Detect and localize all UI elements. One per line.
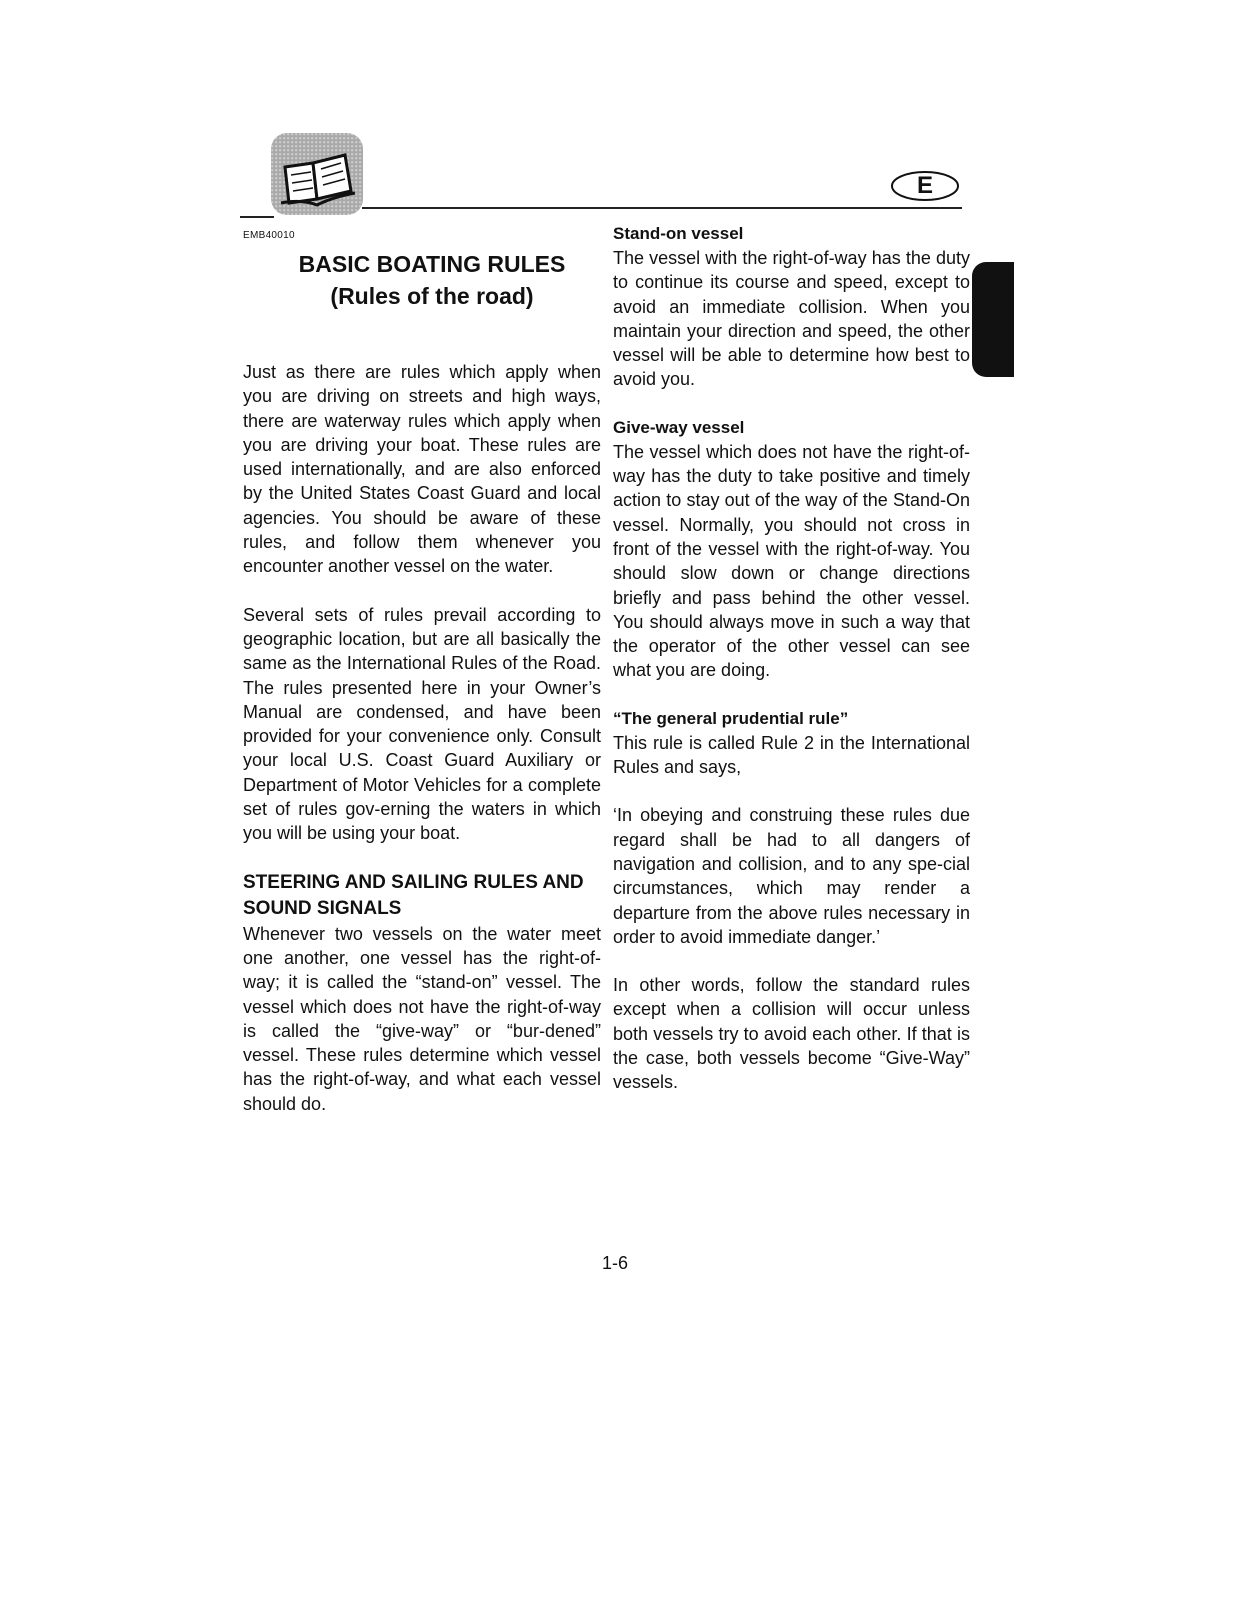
section-paragraph: Whenever two vessels on the water meet one another, one vessel has the right-of-way; it is called the “stand-on” vessel. The vessel which does not have the right-of-way is called the “give-way” or “bur-dened” vessel. These rules determine which vessel has the right-of-way, and what each vessel should do. — [243, 923, 601, 1114]
page-subtitle: (Rules of the road) — [330, 283, 534, 309]
prudential-intro: This rule is called Rule 2 in the International Rules and says, — [613, 732, 970, 778]
page-number: 1-6 — [601, 1253, 628, 1273]
document-code: EMB40010 — [243, 230, 295, 241]
chapter-thumb-tab — [972, 262, 1014, 377]
section-title: STEERING AND SAILING RULES AND SOUND SIGNALS — [243, 871, 584, 919]
prudential-quote: ‘In obeying and construing these rules due regard shall be had to all dangers of navigation and collision, and to any spe-cial circumstances, which may render a departure from the above rules necessary in order to avoid immediate danger.’ — [613, 805, 970, 947]
give-way-heading: Give-way vessel — [613, 417, 745, 437]
open-book-icon — [271, 133, 363, 215]
right-column — [613, 222, 970, 1095]
stand-on-heading: Stand-on vessel — [613, 224, 744, 243]
give-way-paragraph: The vessel which does not have the right-of-way has the duty to take positive and timely action to stay out of the way of the Stand-On vessel. Normally, you should not cross in front of the vessel with the right-of-way. You should slow down or change directions briefly and pass behind the other vessel. You should always move in such a way that the operator of the other vessel can see what you are doing. — [613, 441, 970, 681]
language-badge — [890, 170, 960, 202]
language-badge-label: E — [916, 172, 933, 199]
prudential-summary: In other words, follow the standard rules except when a collision will occur unless both vessels try to avoid each other. If that is the case, both vessels become “Give-Way” vessels. — [613, 975, 970, 1093]
prudential-heading: “The general prudential rule” — [613, 708, 849, 728]
stand-on-paragraph: The vessel with the right-of-way has the duty to continue its course and speed, except to avoid an immediate collision. When you maintain your direction and speed, the other vessel will be able to determine how best to avoid you. — [613, 248, 970, 390]
header-rule — [362, 207, 962, 209]
intro-paragraph: Just as there are rules which apply when you are driving on streets and high ways, there are waterway rules which apply when you are driving your boat. These rules are used internationally, and are also enforced by the United States Coast Guard and local agencies. You should be aware of these rules, and follow them whenever you encounter another vessel on the water. — [243, 362, 601, 577]
header-rule-left — [240, 216, 274, 218]
page-title: BASIC BOATING RULES — [298, 251, 566, 277]
rules-paragraph: Several sets of rules prevail according to geographic location, but are all basically the same as the International Rules of the Road. The rules presented here in your Owner’s Manual are condensed, and have been provided for your convenience only. Consult your local U.S. Coast Guard Auxiliary or Department of Motor Vehicles for a complete set of rules gov-erning the waters in which you will be using your boat. — [243, 604, 601, 844]
left-column — [243, 230, 601, 1116]
